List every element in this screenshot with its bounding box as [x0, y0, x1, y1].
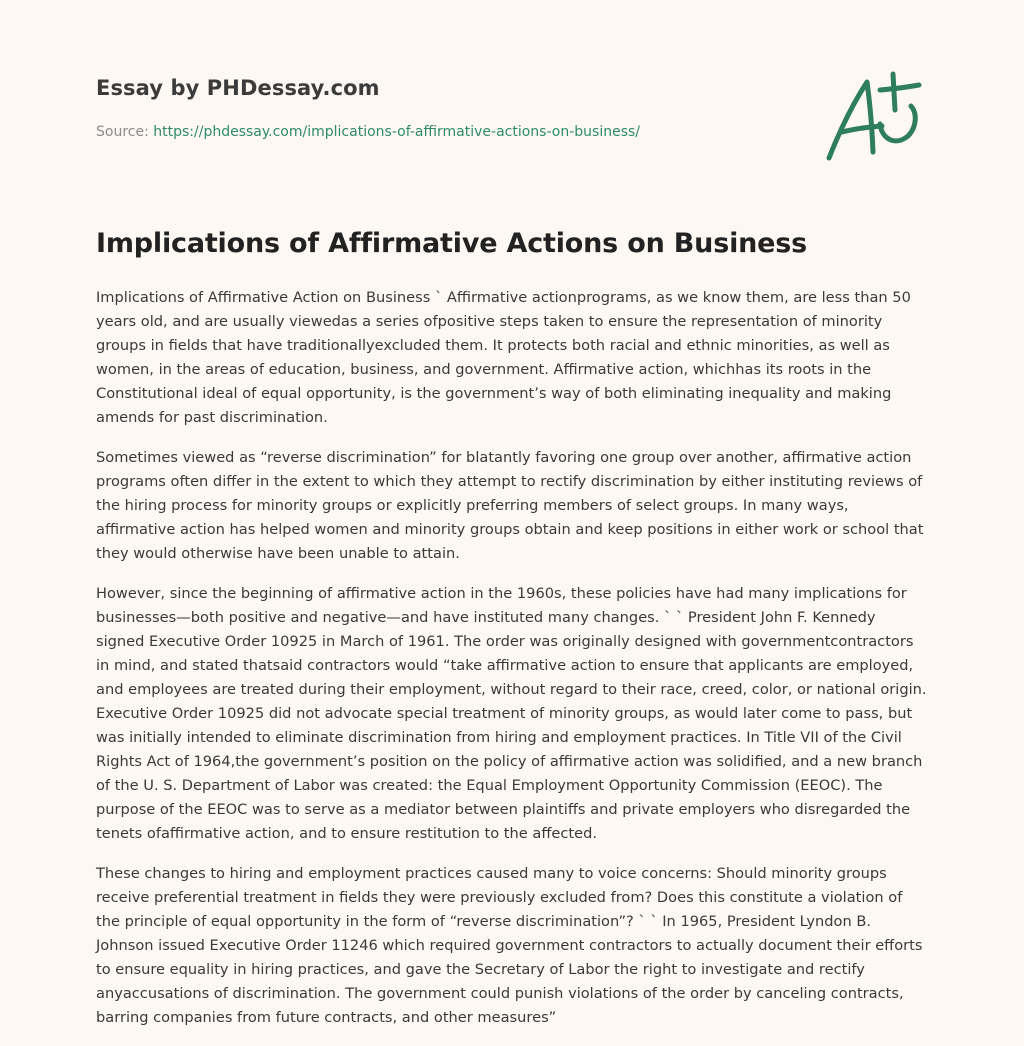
source-label: Source:	[96, 124, 149, 140]
essay-paragraph: However, since the beginning of affirmative action in the 1960s, these policies have had many implications for businesses—both positive and negative—and have instituted many changes. ` ` President John F. Kennedy signed Executive Order 10925 in March of 1961. The order was originally designed with governmentcontractors in mind, and stated thatsaid contractors would “take affirmative action to ensure that applicants are employed, and employees are treated during their employment, without regard to their race, creed, color, or national origin. Executive Order 10925 did not advocate special treatment of minority groups, as would later come to pass, but was initially intended to eliminate discrimination from hiring and employment practices. In Title VII of the Civil Rights Act of 1964,the government’s position on the policy of affirmative action was solidified, and a new branch of the U. S. Department of Labor was created: the Equal Employment Opportunity Commission (EEOC). The purpose of the EEOC was to serve as a mediator between plaintiffs and private employers who disregarded the tenets ofaffirmative action, and to ensure restitution to the affected.	[96, 585, 927, 842]
essay-paragraph: Implications of Affirmative Action on Business ` Affirmative actionprograms, as we know them, are less than 50 years old, and are usually viewedas a series ofpositive steps taken to ensure the representation of minority groups in fields that have traditionallyexcluded them. It protects both racial and ethnic minorities, as well as women, in the areas of education, business, and government. Affirmative action, whichhas its roots in the Constitutional ideal of equal opportunity, is the government’s way of both eliminating inequality and making amends for past discrimination.	[96, 289, 911, 426]
source-link[interactable]: https://phdessay.com/implications-of-affirmative-actions-on-business/	[153, 124, 640, 140]
source-line	[96, 124, 640, 140]
essay-paragraph: These changes to hiring and employment practices caused many to voice concerns: Should minority groups receive preferential treatment in fields they were previously excluded from? Does this constitute a violation of the principle of equal opportunity in the form of “reverse discrimination”? ` ` In 1965, President Lyndon B. Johnson issued Executive Order 11246 which required government contractors to actually document their efforts to ensure equality in hiring practices, and gave the Secretary of Labor the right to investigate and rectify anyaccusations of discrimination. The government could punish violations of the order by canceling contracts, barring companies from future contracts, and other measures”	[96, 865, 923, 1026]
essay-paragraph: Sometimes viewed as “reverse discrimination” for blatantly favoring one group over another, affirmative action programs often differ in the extent to which they attempt to rectify discrimination by either instituting reviews of the hiring process for minority groups or explicitly preferring members of select groups. In many ways, affirmative action has helped women and minority groups obtain and keep positions in either work or school that they would otherwise have been unable to attain.	[96, 449, 924, 562]
essay-title: Implications of Affirmative Actions on Business	[96, 228, 808, 259]
essay-body	[96, 286, 928, 1046]
site-brand: Essay by PHDessay.com	[96, 76, 380, 100]
a-plus-grade-icon	[820, 68, 928, 164]
